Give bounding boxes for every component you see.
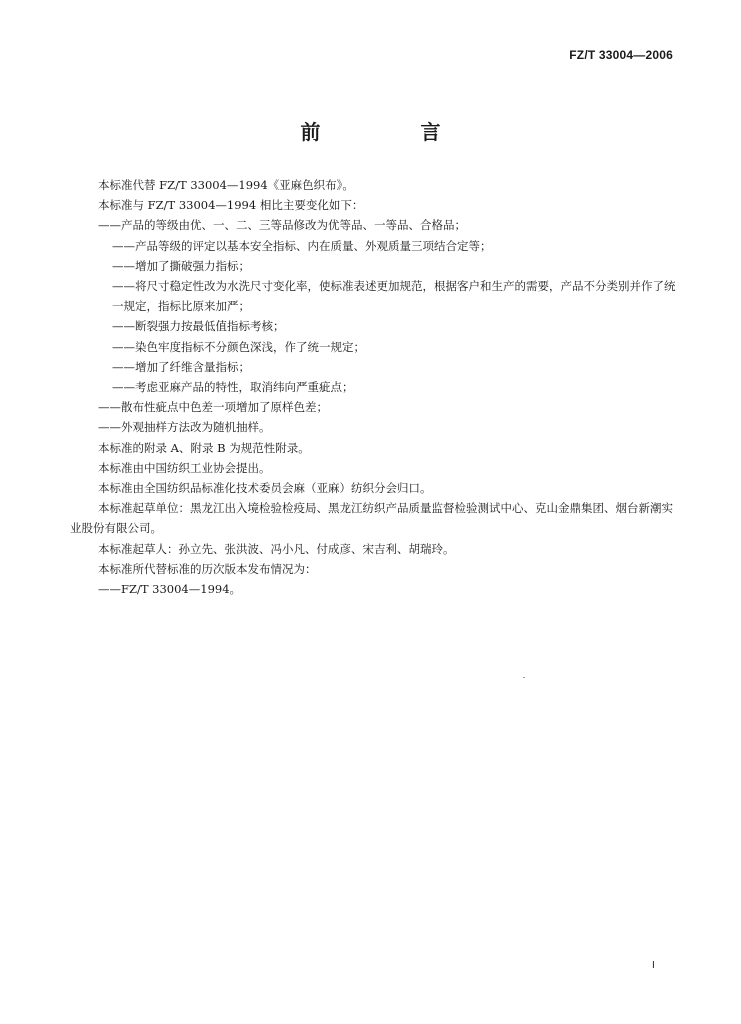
- change-item: ——增加了撕破强力指标；: [112, 258, 250, 273]
- change-item: ——染色牢度指标不分颜色深浅，作了统一规定；: [112, 339, 365, 354]
- history-item: ——FZ/T 33004—1994。: [98, 582, 242, 597]
- paragraph-drafting-units: 本标准起草单位：黑龙江出入境检验检疫局、黑龙江纺织产品质量监督检验测试中心、克山金鼎集团、烟台新潮实业股份有限公司。: [70, 501, 673, 536]
- paragraph-proposed-by: 本标准由中国纺织工业协会提出。: [98, 460, 271, 475]
- standard-code: FZ/T 33004—2006: [569, 48, 673, 62]
- paragraph-history-intro: 本标准所代替标准的历次版本发布情况为：: [98, 561, 317, 576]
- change-item: ——散布性疵点中色差一项增加了原样色差；: [98, 400, 328, 415]
- change-item: ——考虑亚麻产品的特性，取消纬向严重疵点；: [112, 380, 354, 395]
- change-item: ——将尺寸稳定性改为水洗尺寸变化率，使标准表述更加规范，根据客户和生产的需要，产品不分类别并作了统一规定，指标比原来加严；: [112, 279, 676, 314]
- change-item: ——断裂强力按最低值指标考核；: [112, 319, 285, 334]
- paragraph-drafters: 本标准起草人：孙立先、张洪波、冯小凡、付成彦、宋吉利、胡瑞玲。: [98, 541, 455, 556]
- page-title: 前 言: [300, 120, 481, 144]
- change-item: ——增加了纤维含量指标；: [112, 359, 250, 374]
- scan-speck: [523, 677, 525, 678]
- change-item: ——产品等级的评定以基本安全指标、内在质量、外观质量三项结合定等；: [112, 238, 492, 253]
- paragraph-replaces: 本标准代替 FZ/T 33004—1994《亚麻色织布》。: [98, 178, 354, 192]
- change-item: ——外观抽样方法改为随机抽样。: [98, 420, 271, 435]
- change-item: ——产品的等级由优、一、二、三等品修改为优等品、一等品、合格品；: [98, 218, 466, 233]
- paragraph-changes-intro: 本标准与 FZ/T 33004—1994 相比主要变化如下：: [98, 198, 364, 213]
- foreword-body: [70, 175, 682, 599]
- page-number: I: [652, 960, 655, 971]
- paragraph-annex: 本标准的附录 A、附录 B 为规范性附录。: [98, 440, 310, 455]
- paragraph-centralized-by: 本标准由全国纺织品标准化技术委员会麻（亚麻）纺织分会归口。: [98, 481, 432, 496]
